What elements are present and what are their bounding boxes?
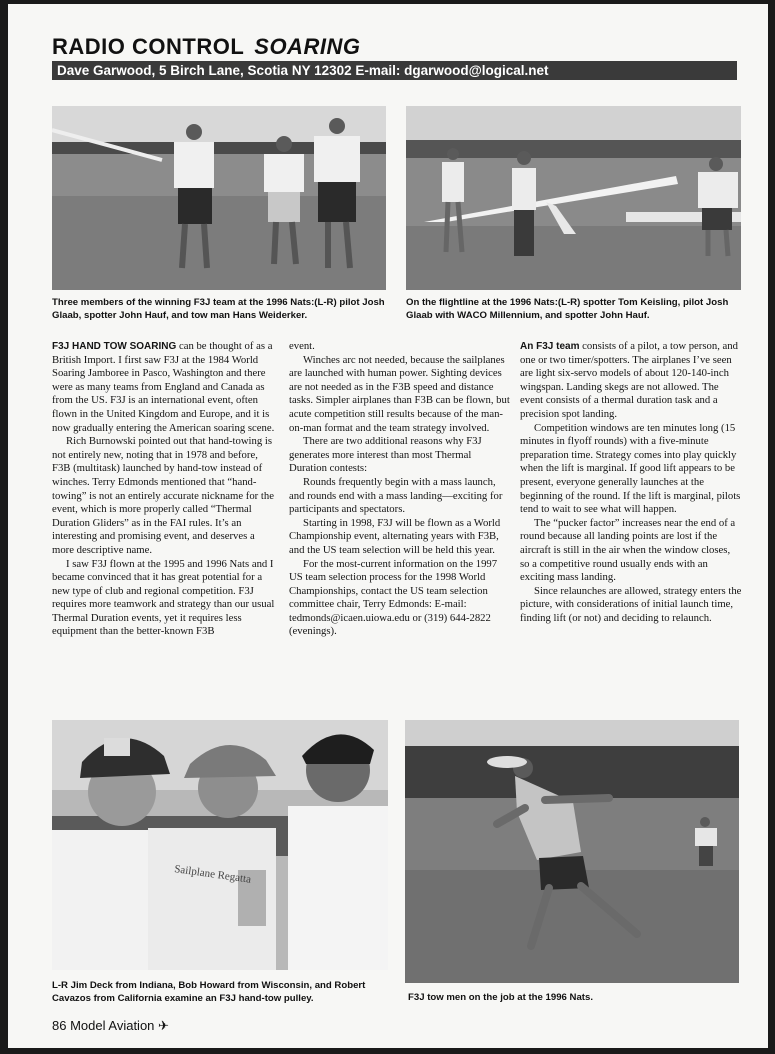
col3-lead-heading: An F3J team: [520, 341, 580, 352]
caption-bottom-right: F3J tow men on the job at the 1996 Nats.: [408, 992, 593, 1003]
photo-flightline: [406, 106, 741, 290]
page-number: 86: [52, 1018, 67, 1033]
col2-paragraph-4: Starting in 1998, F3J will be flown as a World Championship event, alternating years with F3B, and the US team selection will be held this year.: [289, 516, 501, 556]
magazine-page: [8, 4, 768, 1048]
col1-paragraph-1: [52, 340, 276, 435]
shirt-lettering: Sailplane Regatta: [173, 863, 252, 886]
article-column-3: [520, 340, 742, 625]
title-main: RADIO CONTROL: [52, 34, 245, 59]
article-column-1: [52, 340, 276, 639]
col1-paragraph-3: I saw F3J flown at the 1995 and 1996 Nats and I became convinced that it has great potential for a new type of club and regional competition. F3J requires more teamwork and strategy than our usual Thermal Duration events, yet it requires less equipment than the better-known F3B: [52, 557, 275, 638]
col1-lead-heading: F3J HAND TOW SOARING: [52, 341, 177, 352]
col3-paragraph-4: Since relaunches are allowed, strategy enters the picture, with considerations of initial launch time, finding lift (or not) and deciding to relaunch.: [520, 584, 742, 624]
photo-team-walking-image: [52, 106, 386, 290]
col2-paragraph-0: event.: [289, 340, 315, 352]
col1-paragraph-2: Rich Burnowski pointed out that hand-towing is not entirely new, noting that in 1978 and before, F3B (multitask) launched by hand-tow instead of winches. Terry Edmonds mentioned that “hand-towing” is not an entirely accurate nickname for the event, which is more properly called “Thermal Duration Gliders” as in the FAI rules. It’s an interesting and promising event, and deserves a more descriptive name.: [52, 435, 274, 556]
col2-paragraph-5: For the most-current information on the 1997 US team selection process for the 1998 World Championships, contact the US team selection committee chair, Terry Edmonds: E-mail: tedmonds@icaen.uiowa.edu or (319) 644-2822 (evenings).: [289, 557, 498, 638]
photo-team-walking: [52, 106, 386, 290]
col1-lead-text: can be thought of as a British Import. I first saw F3J at the 1984 World Soaring Jamboree in Pasco, Washington and there were as many teams from England and Canada as from the US. F3J is an international event, often flown in the United Kingdom and Europe, and it is now gradually entering the American soaring scene.: [52, 340, 275, 434]
article-column-2: [289, 340, 511, 639]
column-title: [52, 34, 360, 60]
col3-lead-text: consists of a pilot, a tow person, and one or two timer/spotters. The airplanes I’ve seen are light six-servo models of about 120-140-inch wingspan. Landing skegs are not allowed. The event consists of a thermal duration task and a precision spot landing.: [520, 340, 738, 420]
col3-paragraph-2: Competition windows are ten minutes long (15 minutes in flyoff rounds) with a five-minute preparation time. Strategy comes into play quickly when the lift is marginal. If good lift appears to be present, everyone generally launches at the beginning of the round. If the lift is marginal, pilots tend to wait to see what will happen.: [520, 421, 741, 516]
photo-flightline-image: [406, 106, 741, 290]
photo-examining-pulley-image: [52, 720, 388, 970]
photo-examining-pulley: [52, 720, 388, 970]
col3-paragraph-3: The “pucker factor” increases near the end of a round because all landing points are lost if the aircraft is still in the air when the window closes, so a competitive round usually ends with an exciting mass landing.: [520, 516, 736, 584]
col2-paragraph-1: Winches arc not needed, because the sailplanes are launched with human power. Sighting devices are not needed as in the F3B speed and distance tasks. Simpler airplanes than F3B can be flown, but acute competition still results because of the man-on-man format and the team strategy involved.: [289, 353, 510, 434]
airplane-icon: ✈: [158, 1018, 169, 1033]
photo-tow-men-image: [405, 720, 739, 983]
magazine-name: Model Aviation: [70, 1018, 155, 1033]
caption-top-left: Three members of the winning F3J team at the 1996 Nats:(L-R) pilot Josh Glaab, spotter John Hauf, and tow man Hans Weiderker.: [52, 297, 385, 321]
photo-tow-men: [405, 720, 739, 983]
caption-top-right: On the flightline at the 1996 Nats:(L-R) spotter Tom Keisling, pilot Josh Glaab with WACO Millennium, and spotter John Hauf.: [406, 297, 729, 321]
page-footer: [52, 1018, 169, 1034]
col2-paragraph-2: There are two additional reasons why F3J generates more interest than most Thermal Duration contests:: [289, 435, 482, 475]
title-italic: SOARING: [254, 34, 361, 59]
col3-paragraph-1: [520, 340, 742, 422]
author-bar: Dave Garwood, 5 Birch Lane, Scotia NY 12302 E-mail: dgarwood@logical.net: [52, 61, 737, 80]
col2-paragraph-3: Rounds frequently begin with a mass launch, and rounds end with a mass landing—exciting for participants and spectators.: [289, 475, 503, 516]
caption-bottom-left: L-R Jim Deck from Indiana, Bob Howard from Wisconsin, and Robert Cavazos from California examine an F3J hand-tow pulley.: [52, 980, 366, 1004]
